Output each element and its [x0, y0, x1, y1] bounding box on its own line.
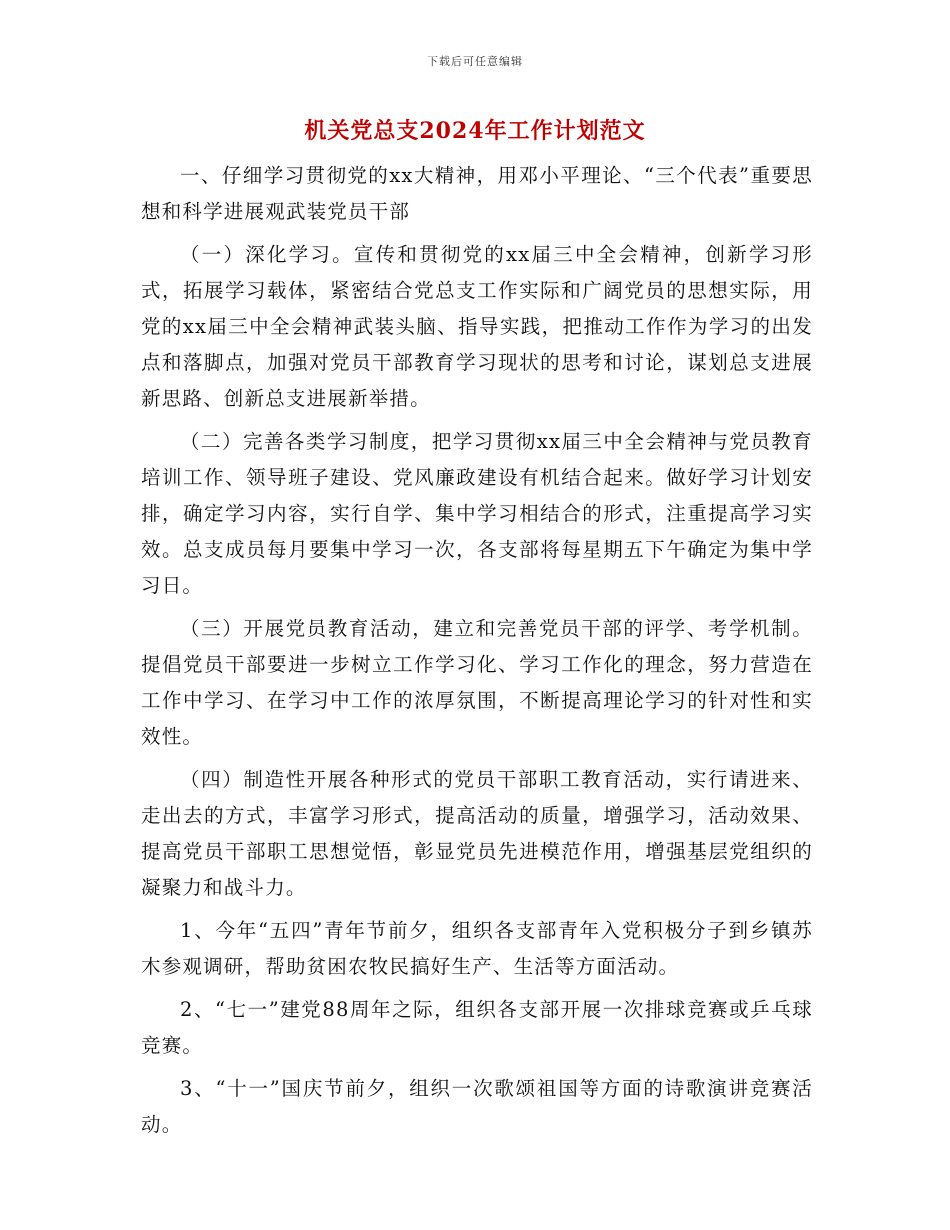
paragraph-deepen-study: （一）深化学习。宣传和贯彻党的xx届三中全会精神，创新学习形式，拓展学习载体，紧密结合党总支工作实际和广阔党员的思想实际，用党的xx届三中全会精神武装头脑、指导实践，把推动工作作为学习的出发点和落脚点，加强对党员干部教育学习现状的思考和讨论，谋划总支进展新思路、创新总支进展新举措。 — [141, 243, 813, 410]
section-heading-1: 一、仔细学习贯彻党的xx大精神，用邓小平理论、“三个代表”重要思想和科学进展观武装党员干部 — [141, 164, 813, 223]
list-item-2: 2、“七一”建党88周年之际，组织各支部开展一次排球竞赛或乒乓球竞赛。 — [141, 998, 813, 1057]
paragraph-study-system: （二）完善各类学习制度，把学习贯彻xx届三中全会精神与党员教育培训工作、领导班子建设、党风廉政建设有机结合起来。做好学习计划安排，确定学习内容，实行自学、集中学习相结合的形式，注重提高学习实效。总支成员每月要集中学习一次，各支部将每星期五下午确定为集中学习日。 — [141, 430, 813, 597]
list-item-1: 1、今年“五四”青年节前夕，组织各支部青年入党积极分子到乡镇苏木参观调研，帮助贫困农牧民搞好生产、生活等方面活动。 — [141, 919, 813, 978]
document-title: 机关党总支2024年工作计划范文 — [304, 118, 646, 144]
document-body — [141, 158, 813, 1143]
paragraph-education-activities: （三）开展党员教育活动，建立和完善党员干部的评学、考学机制。提倡党员干部要进一步树立工作学习化、学习工作化的理念，努力营造在工作中学习、在学习中工作的浓厚氛围，不断提高理论学习的针对性和实效性。 — [141, 617, 813, 748]
paragraph-creative-activities: （四）制造性开展各种形式的党员干部职工教育活动，实行请进来、走出去的方式，丰富学习形式，提高活动的质量，增强学习，活动效果、提高党员干部职工思想觉悟，彰显党员先进模范作用，增强基层党组织的凝聚力和战斗力。 — [141, 768, 813, 899]
header-note: 下载后可任意编辑 — [427, 55, 523, 68]
list-item-3: 3、“十一”国庆节前夕，组织一次歌颂祖国等方面的诗歌演讲竞赛活动。 — [141, 1077, 813, 1136]
